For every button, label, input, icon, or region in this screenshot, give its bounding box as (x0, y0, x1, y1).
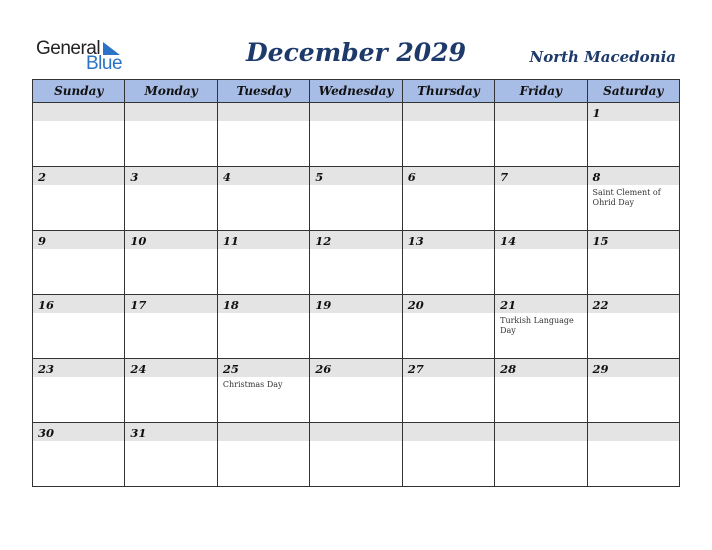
day-cell (125, 359, 217, 423)
day-cell (495, 231, 587, 295)
day-number: 5 (315, 170, 324, 184)
day-number: 2 (38, 170, 47, 184)
day-number: 3 (130, 170, 139, 184)
day-cell (310, 103, 402, 167)
day-cell (125, 423, 217, 487)
week-row (33, 103, 680, 167)
day-cell (33, 103, 125, 167)
day-number: 6 (407, 170, 416, 184)
day-number: 22 (592, 298, 609, 312)
day-number-band (588, 103, 679, 121)
day-cell (217, 295, 309, 359)
day-cell (125, 295, 217, 359)
day-cell (402, 359, 494, 423)
day-number-band (125, 167, 216, 185)
day-number-band (310, 167, 401, 185)
holiday-label: Saint Clement of Ohrid Day (592, 188, 661, 207)
day-number-band (33, 103, 124, 121)
day-cell (217, 359, 309, 423)
day-cell (310, 295, 402, 359)
day-number: 23 (38, 362, 55, 376)
day-number: 18 (222, 298, 239, 312)
day-number-band (218, 167, 309, 185)
day-cell (402, 103, 494, 167)
day-cell (33, 231, 125, 295)
day-cell (33, 295, 125, 359)
day-number: 20 (407, 298, 424, 312)
week-row (33, 167, 680, 231)
day-number: 7 (500, 170, 509, 184)
weekday-friday: Friday (495, 80, 587, 103)
day-cell (310, 423, 402, 487)
day-cell (125, 103, 217, 167)
day-number: 26 (315, 362, 332, 376)
holiday-label: Turkish Language Day (500, 316, 574, 335)
day-number-band (33, 167, 124, 185)
day-cell (587, 231, 679, 295)
day-cell (310, 231, 402, 295)
day-number: 30 (38, 426, 55, 440)
day-number-band (310, 103, 401, 121)
day-number-band (33, 231, 124, 249)
weekday-header-row (33, 80, 680, 103)
day-cell (33, 167, 125, 231)
day-number-band (403, 423, 494, 441)
holiday-label: Christmas Day (222, 380, 283, 389)
day-number: 19 (315, 298, 332, 312)
country-name: North Macedonia (529, 48, 676, 66)
day-cell (217, 167, 309, 231)
day-cell (217, 103, 309, 167)
day-cell (402, 167, 494, 231)
day-number: 4 (222, 170, 231, 184)
day-number: 10 (130, 234, 147, 248)
day-number-band (495, 167, 586, 185)
day-cell (402, 295, 494, 359)
day-number-band (218, 103, 309, 121)
day-cell (587, 359, 679, 423)
weekday-sunday: Sunday (33, 80, 125, 103)
day-cell (402, 231, 494, 295)
day-cell (125, 231, 217, 295)
day-cell (33, 423, 125, 487)
day-number-band (495, 103, 586, 121)
day-cell (495, 423, 587, 487)
weekday-thursday: Thursday (402, 80, 494, 103)
week-row (33, 423, 680, 487)
weekday-monday: Monday (125, 80, 217, 103)
day-cell (217, 423, 309, 487)
logo-text-blue: Blue (86, 53, 123, 74)
day-cell (495, 295, 587, 359)
day-number: 9 (38, 234, 47, 248)
calendar-grid (32, 79, 680, 487)
day-number: 21 (500, 298, 517, 312)
day-number: 13 (407, 234, 424, 248)
logo-text-general: General (36, 38, 101, 59)
day-number-band (403, 103, 494, 121)
day-number: 12 (315, 234, 332, 248)
weekday-tuesday: Tuesday (217, 80, 309, 103)
day-number: 16 (38, 298, 55, 312)
day-number: 25 (222, 362, 239, 376)
day-cell (587, 423, 679, 487)
day-number: 31 (130, 426, 147, 440)
day-number: 11 (222, 234, 239, 248)
day-cell (587, 103, 679, 167)
day-number: 17 (130, 298, 147, 312)
day-number-band (588, 423, 679, 441)
day-cell (587, 167, 679, 231)
day-number: 29 (592, 362, 609, 376)
day-number-band (310, 423, 401, 441)
day-cell (310, 167, 402, 231)
week-row (33, 359, 680, 423)
day-number: 15 (592, 234, 609, 248)
day-number-band (218, 423, 309, 441)
day-cell (310, 359, 402, 423)
day-number-band (588, 167, 679, 185)
day-cell (217, 231, 309, 295)
day-cell (402, 423, 494, 487)
week-row (33, 231, 680, 295)
day-number: 24 (130, 362, 147, 376)
day-cell (495, 359, 587, 423)
day-cell (33, 359, 125, 423)
day-number: 28 (500, 362, 517, 376)
day-cell (495, 103, 587, 167)
day-cell (587, 295, 679, 359)
weekday-saturday: Saturday (587, 80, 679, 103)
day-number: 8 (592, 170, 601, 184)
day-number-band (125, 103, 216, 121)
week-row (33, 295, 680, 359)
day-number: 27 (407, 362, 424, 376)
day-number-band (495, 423, 586, 441)
calendar-title: December 2029 (245, 38, 466, 67)
day-number: 14 (500, 234, 517, 248)
weekday-wednesday: Wednesday (310, 80, 402, 103)
day-number-band (403, 167, 494, 185)
day-cell (495, 167, 587, 231)
day-cell (125, 167, 217, 231)
day-number: 1 (592, 106, 601, 120)
